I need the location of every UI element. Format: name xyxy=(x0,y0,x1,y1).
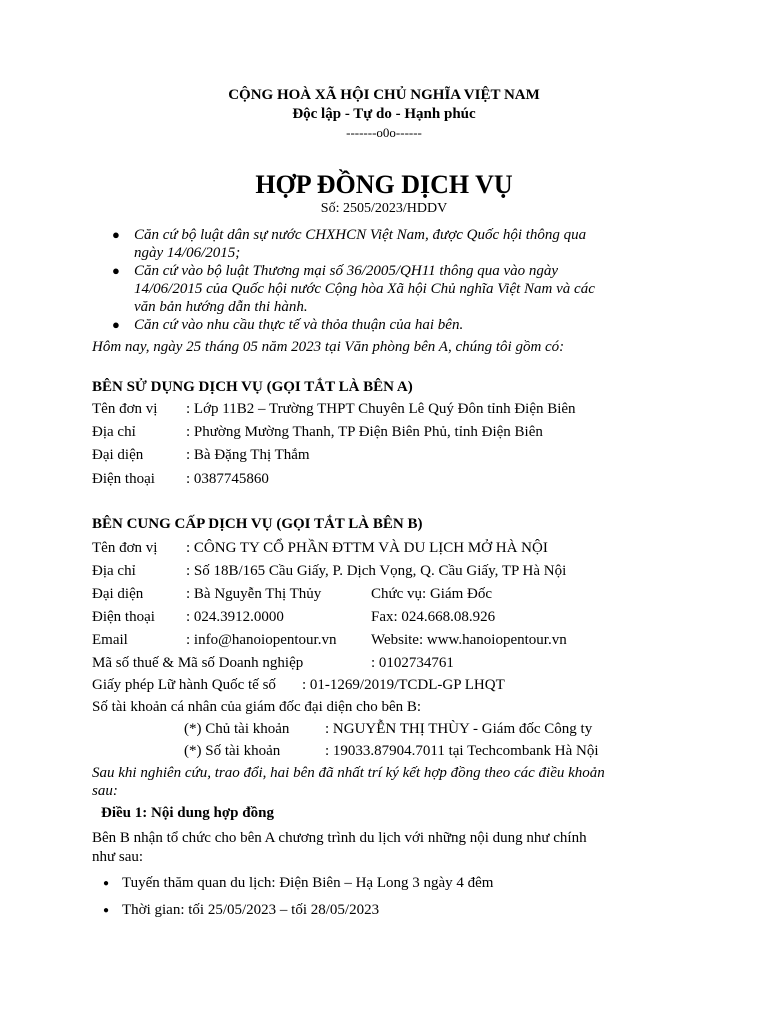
party-b-extra: Chức vụ: Giám Đốc xyxy=(371,586,493,602)
party-a-label: Đại diện xyxy=(92,447,144,463)
party-b-label: Email xyxy=(92,632,128,648)
bullet-icon: ● xyxy=(112,263,120,278)
basis-line: ngày 14/06/2015; xyxy=(134,245,241,261)
document-title: HỢP ĐỒNG DỊCH VỤ xyxy=(255,170,513,199)
party-b-value: : 024.3912.0000 xyxy=(186,609,284,625)
basis-line: Căn cứ vào bộ luật Thương mại số 36/2005/QH11 thông qua vào ngày xyxy=(134,263,559,279)
motto: Độc lập - Tự do - Hạnh phúc xyxy=(292,106,476,122)
party-b-label: Điện thoại xyxy=(92,609,155,625)
account-intro: Số tài khoản cá nhân của giám đốc đại diện cho bên B: xyxy=(92,699,422,715)
license-value: : 01-1269/2019/TCDL-GP LHQT xyxy=(302,677,505,693)
intro-line: Hôm nay, ngày 25 tháng 05 năm 2023 tại Văn phòng bên A, chúng tôi gồm có: xyxy=(92,339,565,355)
basis-line: Căn cứ bộ luật dân sự nước CHXHCN Việt Nam, được Quốc hội thông qua xyxy=(134,227,587,243)
party-b-value: : Bà Nguyễn Thị Thủy xyxy=(186,586,322,602)
license-label: Giấy phép Lữ hành Quốc tế số xyxy=(92,677,276,693)
bullet-icon: ● xyxy=(103,878,110,889)
bullet-icon: ● xyxy=(103,905,110,916)
party-b-label: Địa chỉ xyxy=(92,563,136,579)
tax-value: : 0102734761 xyxy=(371,655,454,671)
party-b-label: Tên đơn vị xyxy=(92,540,158,556)
party-b-label: Đại diện xyxy=(92,586,144,602)
article-1-paragraph: Bên B nhận tổ chức cho bên A chương trình du lịch với những nội dung như chính xyxy=(92,830,587,846)
holder-value: : NGUYỄN THỊ THÙY - Giám đốc Công ty xyxy=(325,721,593,737)
bullet-icon: ● xyxy=(112,317,120,332)
article-1-item: Tuyến thăm quan du lịch: Điện Biên – Hạ Long 3 ngày 4 đêm xyxy=(122,875,494,891)
party-a-value: : 0387745860 xyxy=(186,471,269,487)
account-label: (*) Số tài khoản xyxy=(184,743,281,759)
party-b-value: : CÔNG TY CỔ PHẦN ĐTTM VÀ DU LỊCH MỞ HÀ NỘI xyxy=(186,540,548,556)
agreement-line: Sau khi nghiên cứu, trao đổi, hai bên đã nhất trí ký kết hợp đồng theo các điều khoản xyxy=(92,765,605,781)
party-a-value: : Lớp 11B2 – Trường THPT Chuyên Lê Quý Đôn tỉnh Điện Biên xyxy=(186,401,576,417)
party-a-heading: BÊN SỬ DỤNG DỊCH VỤ (GỌI TẮT LÀ BÊN A) xyxy=(92,379,413,395)
nation-heading: CỘNG HOÀ XÃ HỘI CHỦ NGHĨA VIỆT NAM xyxy=(228,87,540,103)
article-1-heading: Điều 1: Nội dung hợp đồng xyxy=(101,805,274,821)
tax-label: Mã số thuế & Mã số Doanh nghiệp xyxy=(92,655,304,671)
party-b-extra: Website: www.hanoiopentour.vn xyxy=(371,632,567,648)
agreement-line: sau: xyxy=(92,783,118,799)
party-a-label: Tên đơn vị xyxy=(92,401,158,417)
article-1-paragraph: như sau: xyxy=(92,849,144,865)
party-a-label: Địa chỉ xyxy=(92,424,136,440)
party-a-value: : Bà Đặng Thị Thắm xyxy=(186,447,310,463)
document-number: Số: 2505/2023/HDDV xyxy=(320,201,448,216)
party-b-value: : Số 18B/165 Cầu Giấy, P. Dịch Vọng, Q. Cầu Giấy, TP Hà Nội xyxy=(186,563,567,579)
party-b-extra: Fax: 024.668.08.926 xyxy=(371,609,496,625)
article-1-item: Thời gian: tối 25/05/2023 – tối 28/05/2023 xyxy=(122,902,380,918)
basis-line: Căn cứ vào nhu cầu thực tế và thỏa thuận của hai bên. xyxy=(134,317,464,333)
account-value: : 19033.87904.7011 tại Techcombank Hà Nội xyxy=(325,743,599,759)
party-a-label: Điện thoại xyxy=(92,471,155,487)
party-b-value: : info@hanoiopentour.vn xyxy=(186,632,337,648)
holder-label: (*) Chủ tài khoản xyxy=(184,721,290,737)
basis-line: văn bản hướng dẫn thi hành. xyxy=(134,299,308,315)
separator: -------o0o------ xyxy=(346,125,422,140)
party-b-heading: BÊN CUNG CẤP DỊCH VỤ (GỌI TẮT LÀ BÊN B) xyxy=(92,516,423,532)
basis-line: 14/06/2015 của Quốc hội nước Cộng hòa Xã hội Chủ nghĩa Việt Nam và các xyxy=(134,281,595,297)
bullet-icon: ● xyxy=(112,227,120,242)
party-a-value: : Phường Mường Thanh, TP Điện Biên Phủ, tỉnh Điện Biên xyxy=(186,424,543,440)
